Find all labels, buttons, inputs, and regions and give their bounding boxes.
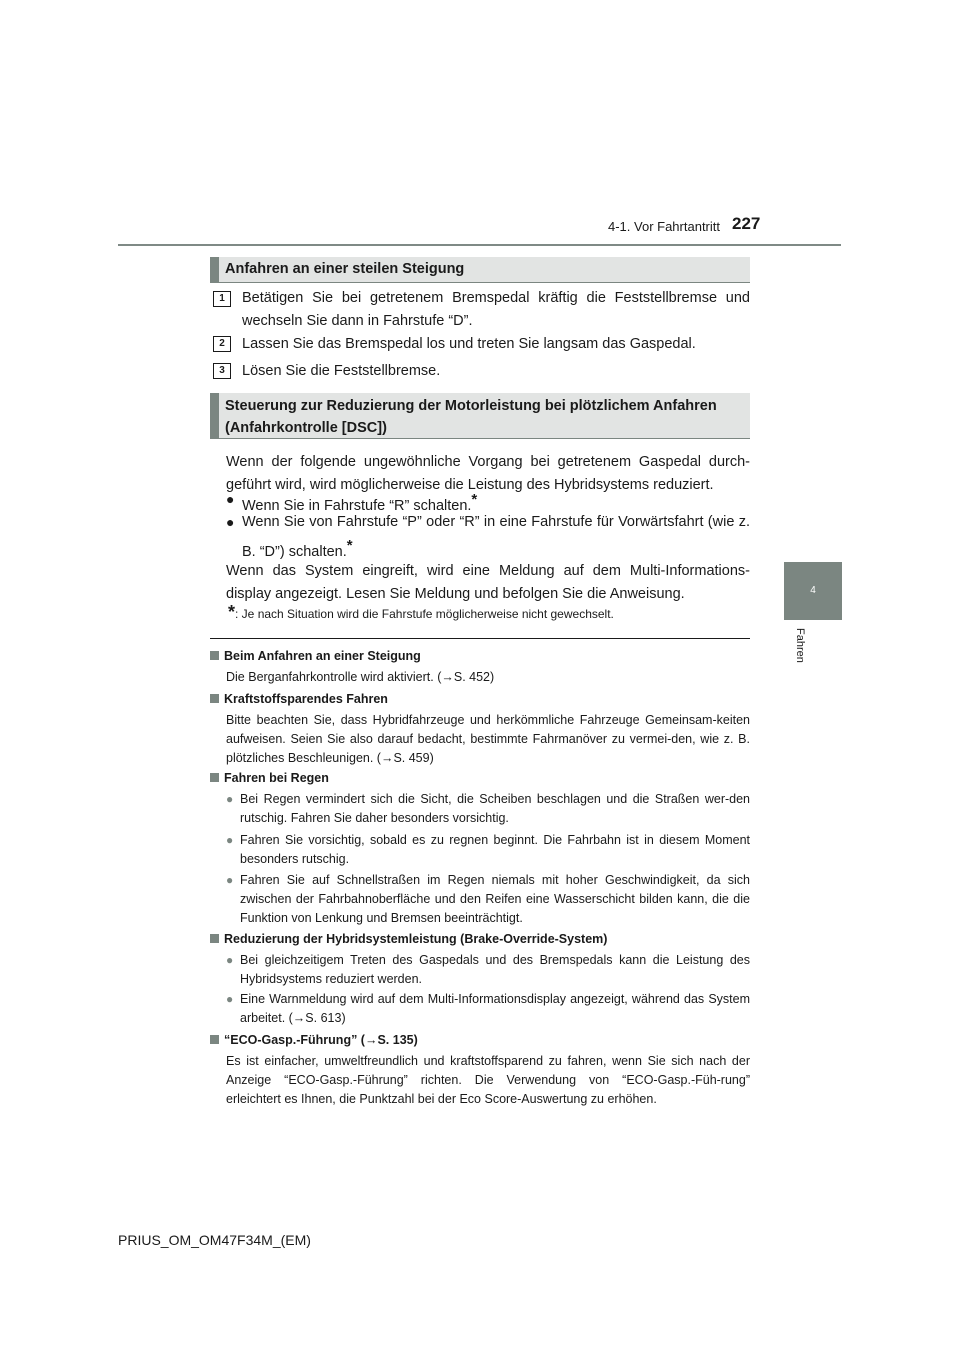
- note-heading-text: Reduzierung der Hybridsystemleistung (Brake-Override-System): [224, 932, 608, 946]
- bullet-text: Wenn Sie von Fahrstufe “P” oder “R” in eine Fahrstufe für Vorwärtsfahrt (wie z. B. “D”) schalten.: [242, 514, 750, 560]
- step-number-2: 2: [213, 336, 231, 352]
- section-heading-steep-incline: [210, 257, 750, 283]
- section-heading-launch-control: [210, 393, 750, 439]
- bullet-text-2: [242, 511, 750, 564]
- note-bullet-rain-3: Fahren Sie auf Schnellstraßen im Regen niemals mit hoher Geschwindigkeit, da sich zwischen der Fahrbahnoberfläche und den Reifen eine Wasserschicht bilden kann, die die Funktion von Lenkung und Bremsen beeinträchtigt.: [240, 873, 750, 925]
- asterisk-mark: *: [471, 491, 478, 508]
- bullet-text: Wenn Sie in Fahrstufe “R” schalten.: [242, 497, 472, 514]
- chapter-tab: 4: [784, 562, 842, 620]
- section-heading-line2: (Anfahrkontrolle [DSC]): [225, 420, 387, 436]
- note-heading-text: Beim Anfahren an einer Steigung: [224, 649, 421, 663]
- bullet-dot: ●: [226, 514, 235, 530]
- step-number-3: 3: [213, 363, 231, 379]
- note-heading-incline: [210, 649, 421, 663]
- step-number-1: 1: [213, 291, 231, 307]
- section-title: 4-1. Vor Fahrtantritt: [608, 219, 720, 234]
- step-text-2: Lassen Sie das Bremspedal los und treten Sie langsam das Gaspedal.: [242, 336, 696, 352]
- step-text-3: Lösen Sie die Feststellbremse.: [242, 363, 441, 379]
- note-heading-eco-guide: [210, 1033, 418, 1047]
- note-bullet-brake-2: Eine Warnmeldung wird auf dem Multi-Informationsdisplay angezeigt, während das System arbeitet. (→S. 613): [240, 992, 750, 1025]
- page-number: 227: [732, 214, 761, 233]
- document-code: PRIUS_OM_OM47F34M_(EM): [118, 1232, 311, 1248]
- note-heading-fuel-saving: [210, 692, 388, 706]
- bullet-dot: ●: [226, 833, 234, 847]
- bullet-dot: ●: [226, 491, 235, 507]
- note-heading-rain: [210, 771, 329, 785]
- note-text-incline: Die Berganfahrkontrolle wird aktiviert. (→S. 452): [226, 670, 495, 684]
- note-text-eco-guide: Es ist einfacher, umweltfreundlich und kraftstoffsparend zu fahren, wenn Sie sich nach der Anzeige “ECO-Gasp.-Führung” richten. Die Verwendung von “ECO-Gasp.-Füh-rung” erleichtert es Ihnen, die Punktzahl bei der Eco Score-Auswertung zu erhöhen.: [226, 1054, 750, 1106]
- note-text-fuel-saving: Bitte beachten Sie, dass Hybridfahrzeuge und herkömmliche Fahrzeuge Gemeinsam-keiten aufweisen. Seien Sie also darauf bedacht, bestimmte Fahrmanöver zu vermei-den, wie z. B. plötzliches Beschleunigen. (→S. 459): [226, 713, 750, 765]
- asterisk-mark: *: [228, 602, 236, 622]
- square-bullet-icon: [210, 934, 219, 943]
- note-heading-text: Kraftstoffsparendes Fahren: [224, 692, 388, 706]
- asterisk-mark: *: [346, 537, 353, 554]
- chapter-label: Fahren: [794, 628, 806, 663]
- square-bullet-icon: [210, 694, 219, 703]
- launch-control-intro: Wenn der folgende ungewöhnliche Vorgang bei getretenem Gaspedal durch-geführt wird, wird möglicherweise die Leistung des Hybridsystems reduziert.: [226, 454, 750, 493]
- footnote: [228, 602, 748, 623]
- bullet-dot: ●: [226, 873, 234, 887]
- footnote-text: : Je nach Situation wird die Fahrstufe möglicherweise nicht gewechselt.: [235, 607, 614, 621]
- note-bullet-rain-1: Bei Regen vermindert sich die Sicht, die Scheiben beschlagen und die Straßen wer-den rutschig. Fahren Sie daher besonders vorsichtig.: [240, 792, 750, 825]
- square-bullet-icon: [210, 1035, 219, 1044]
- header-divider: [118, 244, 841, 246]
- note-heading-text: Fahren bei Regen: [224, 771, 329, 785]
- notes-divider: [210, 638, 750, 639]
- section-heading-line1: Steuerung zur Reduzierung der Motorleistung bei plötzlichem Anfahren: [225, 398, 717, 414]
- bullet-dot: ●: [226, 992, 234, 1006]
- step-text-1: Betätigen Sie bei getretenem Bremspedal kräftig die Feststellbremse und wechseln Sie dann in Fahrstufe “D”.: [242, 290, 750, 329]
- bullet-dot: ●: [226, 953, 234, 967]
- section-heading-text: Anfahren an einer steilen Steigung: [225, 261, 465, 277]
- launch-control-outro: Wenn das System eingreift, wird eine Meldung auf dem Multi-Informations-display angezeigt. Lesen Sie Meldung und befolgen Sie die Anweisung.: [226, 563, 750, 602]
- bullet-dot: ●: [226, 792, 234, 806]
- note-heading-brake-override: [210, 932, 607, 946]
- square-bullet-icon: [210, 773, 219, 782]
- note-heading-text: “ECO-Gasp.-Führung” (→S. 135): [224, 1033, 418, 1047]
- note-bullet-brake-1: Bei gleichzeitigem Treten des Gaspedals und des Bremspedals kann die Leistung des Hybridsystems reduziert werden.: [240, 953, 750, 986]
- note-bullet-rain-2: Fahren Sie vorsichtig, sobald es zu regnen beginnt. Die Fahrbahn ist in diesem Moment besonders rutschig.: [240, 833, 750, 866]
- square-bullet-icon: [210, 651, 219, 660]
